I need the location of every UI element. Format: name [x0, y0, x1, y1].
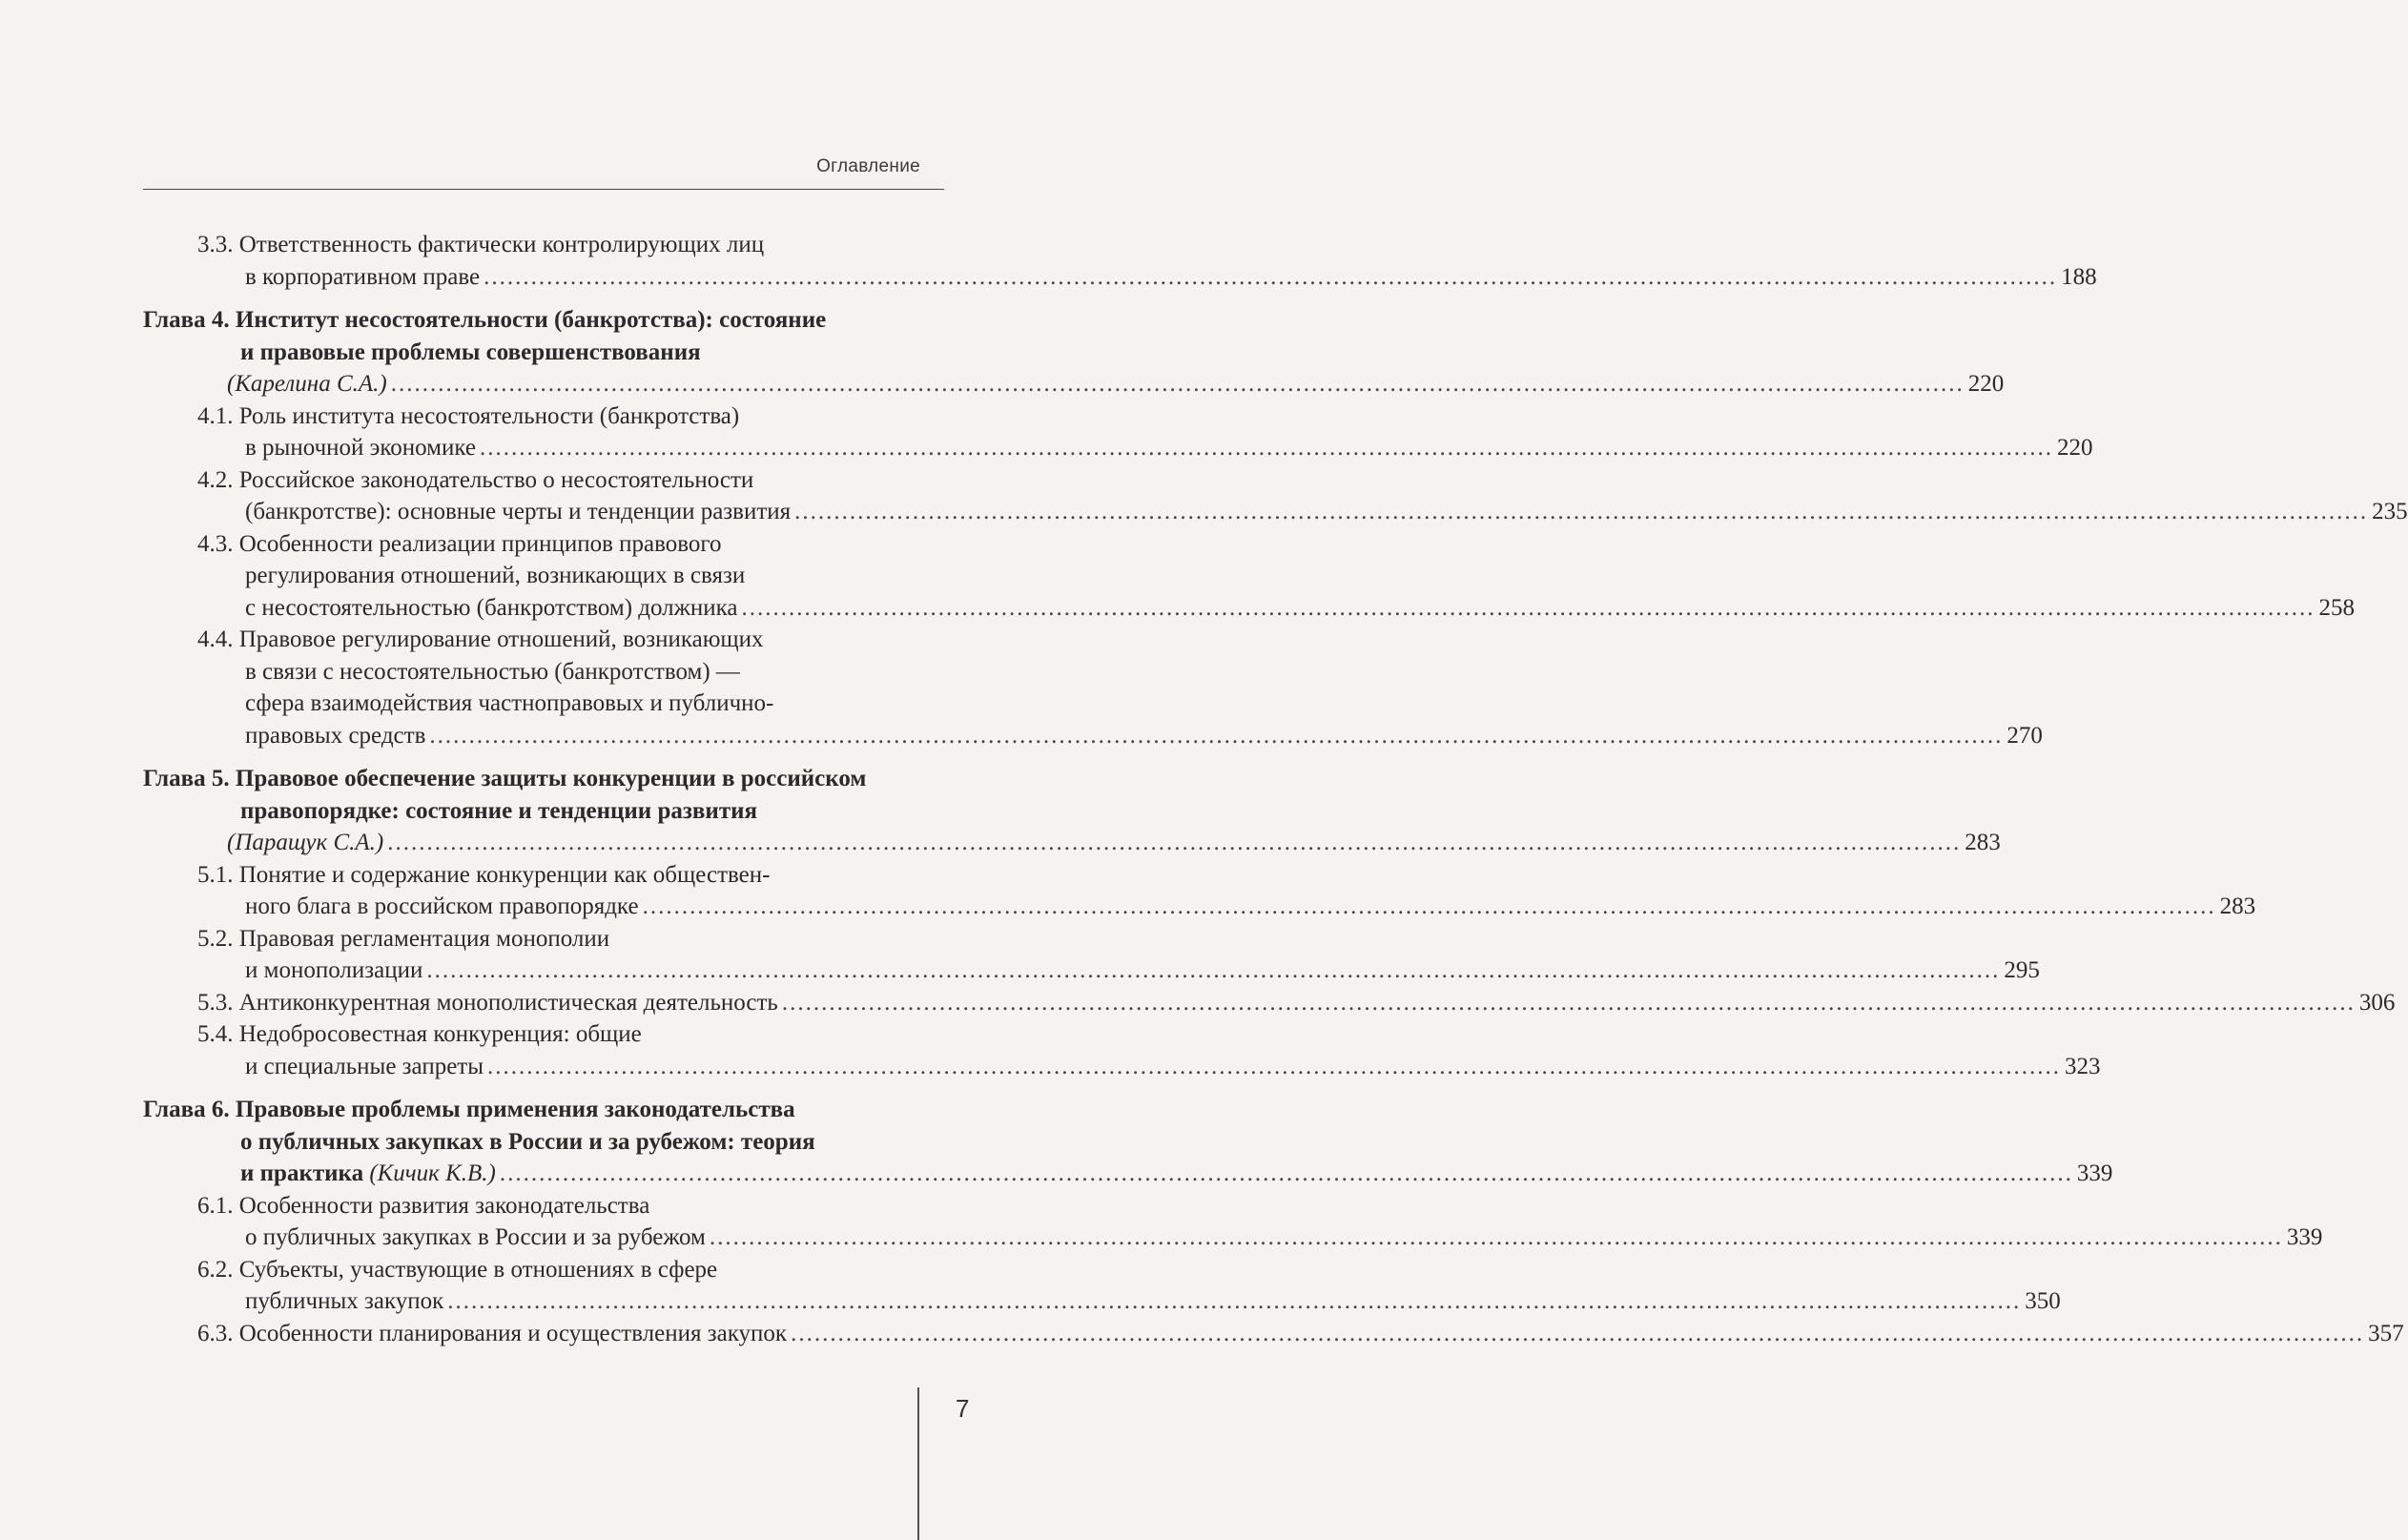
toc-line-text — [245, 720, 425, 752]
toc-chapter-entry[interactable] — [143, 1094, 2113, 1190]
toc-section-entry[interactable] — [143, 923, 2040, 987]
section-title-line: и специальные запреты — [245, 1053, 484, 1079]
section-title-line: правовых средств — [245, 722, 426, 749]
dot-leader: ........................................................................................................................................................................................................ — [429, 722, 2004, 749]
toc-line-text — [245, 261, 480, 294]
section-title-line: в рыночной экономике — [245, 435, 476, 461]
toc-line — [143, 560, 939, 592]
chapter-title-line: и правовые проблемы совершенствования — [240, 339, 701, 365]
section-title-line: Антиконкурентная монополистическая деятельность — [238, 989, 778, 1016]
section-title-line: Субъекты, участвующие в отношениях в сфере — [238, 1256, 718, 1283]
chapter-author: (Карелина С.А.) — [227, 371, 387, 397]
toc-section-entry[interactable] — [143, 229, 2097, 293]
toc-line — [143, 229, 939, 261]
toc-page-number: 258 — [2318, 594, 2356, 621]
toc-section-entry[interactable] — [143, 987, 2396, 1019]
chapter-title-line: Правовое обеспечение защиты конкуренции в российском — [235, 766, 867, 791]
toc-line — [143, 496, 2408, 528]
toc-section-entry[interactable] — [143, 1318, 2404, 1350]
dot-leader: ........................................................................................................................................................................................................ — [487, 1053, 2062, 1079]
dot-leader: ........................................................................................................................................................................................................ — [741, 594, 2315, 621]
dot-leader: ........................................................................................................................................................................................................ — [791, 1320, 2365, 1346]
dot-leader: ........................................................................................................................................................................................................ — [447, 1288, 2022, 1314]
chapter-title-line: Институт несостоятельности (банкротства): состояние — [235, 307, 827, 333]
section-title-line: в корпоративном праве — [245, 263, 481, 290]
section-number: 6.1. — [197, 1192, 234, 1219]
toc-line — [143, 656, 939, 688]
section-title-line: Особенности планирования и осуществления закупок — [238, 1320, 788, 1346]
toc-line — [143, 720, 2043, 752]
toc-section-entry[interactable] — [143, 528, 2356, 625]
section-title-line: ного блага в российском правопорядке — [245, 893, 639, 919]
toc-section-entry[interactable] — [143, 859, 2256, 923]
dot-leader: ........................................................................................................................................................................................................ — [499, 1160, 2073, 1186]
chapter-title-line: правопорядке: состояние и тенденции развития — [240, 797, 758, 824]
toc-line-text — [197, 987, 778, 1019]
section-title-line: Правовая регламентация монополии — [238, 925, 610, 952]
dot-leader: ........................................................................................................................................................................................................ — [794, 499, 2369, 524]
toc-line — [143, 432, 2093, 464]
chapter-author: (Кичик К.В.) — [369, 1160, 496, 1186]
toc-line-text — [245, 1222, 706, 1254]
toc-line — [143, 688, 939, 720]
section-number: 5.3. — [197, 989, 234, 1016]
section-title-line: Российское законодательство о несостоятельности — [238, 466, 754, 493]
toc-page-number: 357 — [2368, 1320, 2404, 1346]
dot-leader: ........................................................................................................................................................................................................ — [390, 371, 1965, 397]
toc-line — [143, 1222, 2323, 1254]
section-number: 3.3. — [197, 232, 234, 257]
toc-line-text — [245, 496, 791, 528]
toc-line — [143, 987, 2396, 1019]
toc-line — [143, 1051, 2101, 1083]
chapter-title-line: Правовые проблемы применения законодательства — [235, 1097, 795, 1122]
toc-line-text — [227, 368, 387, 400]
chapter-author: (Паращук С.А.) — [227, 830, 384, 855]
toc-line — [143, 923, 939, 955]
section-number: 4.4. — [197, 626, 234, 652]
dot-leader: ........................................................................................................................................................................................................ — [642, 893, 2216, 919]
toc-line-text — [245, 891, 639, 923]
toc-page-number: 283 — [1965, 830, 2001, 855]
toc-line-text — [245, 955, 422, 987]
chapter-title-line: о публичных закупках в России и за рубежом: теория — [240, 1128, 815, 1155]
section-title-line: публичных закупок — [245, 1288, 444, 1314]
toc-line — [143, 528, 939, 561]
toc-page-number: 323 — [2065, 1053, 2101, 1079]
table-of-contents — [143, 229, 2408, 1349]
section-title-line: Особенности развития законодательства — [238, 1192, 650, 1219]
running-head: Оглавление — [816, 156, 920, 176]
toc-line — [143, 368, 2005, 400]
section-title-line: в связи с несостоятельностью (банкротством) — — [245, 658, 740, 685]
toc-line — [143, 261, 2097, 294]
toc-line — [143, 337, 939, 369]
toc-section-entry[interactable] — [143, 624, 2043, 751]
chapter-number: Глава 4. — [143, 307, 230, 333]
toc-section-entry[interactable] — [143, 1254, 2061, 1318]
toc-line — [143, 400, 939, 433]
section-title-line: Ответственность фактически контролирующих лиц — [238, 232, 765, 257]
toc-line — [143, 1158, 2113, 1190]
section-title-line: Понятие и содержание конкуренции как обществен- — [238, 861, 771, 888]
toc-chapter-entry[interactable] — [143, 304, 2005, 400]
toc-page-number: 188 — [2061, 263, 2097, 290]
toc-line-text — [240, 1158, 496, 1190]
toc-page-number: 350 — [2025, 1288, 2061, 1314]
toc-page-number: 235 — [2372, 499, 2408, 524]
section-number: 5.2. — [197, 925, 234, 952]
chapter-title-line: и практика — [240, 1160, 364, 1186]
toc-line-text — [197, 1318, 787, 1350]
section-title-line: регулирования отношений, возникающих в связи — [245, 563, 746, 588]
toc-page-number: 220 — [2057, 435, 2093, 461]
toc-line-text — [245, 1285, 443, 1318]
toc-section-entry[interactable] — [143, 1018, 2101, 1082]
toc-line — [143, 1094, 939, 1126]
section-title-line: Роль института несостоятельности (банкротства) — [238, 402, 740, 429]
dot-leader: ........................................................................................................................................................................................................ — [484, 263, 2058, 290]
section-title-line: Недобросовестная конкуренция: общие — [238, 1021, 642, 1047]
toc-line — [143, 763, 939, 795]
toc-line — [143, 624, 939, 656]
toc-page-number: 339 — [2076, 1160, 2113, 1186]
toc-page-number: 283 — [2219, 893, 2256, 919]
section-title-line: о публичных закупках в России и за рубежом — [245, 1224, 706, 1250]
section-title-line: с несостоятельностью (банкротством) должника — [245, 594, 738, 621]
section-title-line: Особенности реализации принципов правового — [238, 530, 722, 557]
page-number: 7 — [956, 1394, 970, 1423]
dot-leader: ........................................................................................................................................................................................................ — [781, 989, 2356, 1016]
section-number: 5.1. — [197, 861, 234, 888]
toc-line — [143, 795, 939, 828]
dot-leader: ........................................................................................................................................................................................................ — [387, 830, 1962, 855]
toc-line — [143, 592, 2356, 625]
toc-section-entry[interactable] — [143, 400, 2093, 464]
toc-line — [143, 464, 939, 497]
section-number: 6.3. — [197, 1320, 234, 1346]
section-title-line: Правовое регулирование отношений, возникающих — [238, 626, 764, 652]
toc-line — [143, 1018, 939, 1051]
chapter-number: Глава 6. — [143, 1097, 230, 1122]
dot-leader: ........................................................................................................................................................................................................ — [480, 435, 2053, 461]
toc-line — [143, 1285, 2061, 1318]
toc-section-entry[interactable] — [143, 1190, 2323, 1254]
toc-line — [143, 1126, 939, 1159]
section-number: 6.2. — [197, 1256, 234, 1283]
toc-line-text — [227, 827, 383, 859]
toc-line — [143, 1254, 939, 1286]
chapter-number: Глава 5. — [143, 766, 230, 791]
section-number: 4.3. — [197, 530, 234, 557]
dot-leader: ........................................................................................................................................................................................................ — [709, 1224, 2283, 1250]
toc-page-number: 295 — [2004, 957, 2040, 983]
section-title-line: (банкротстве): основные черты и тенденции развития — [245, 499, 792, 524]
toc-line — [143, 859, 939, 892]
toc-page-number: 270 — [2007, 722, 2043, 749]
toc-page-number: 339 — [2286, 1224, 2323, 1250]
toc-line — [143, 1190, 939, 1222]
toc-line — [143, 1318, 2404, 1350]
dot-leader: ........................................................................................................................................................................................................ — [426, 957, 2001, 983]
toc-chapter-entry[interactable] — [143, 763, 2001, 859]
section-number: 4.1. — [197, 402, 234, 429]
toc-section-entry[interactable] — [143, 464, 2408, 528]
header-rule — [143, 189, 944, 190]
toc-line — [143, 955, 2040, 987]
section-title-line: и монополизации — [245, 957, 423, 983]
toc-page-number: 220 — [1967, 371, 2005, 397]
toc-line-text — [245, 1051, 484, 1083]
toc-line-text — [245, 592, 738, 625]
section-number: 5.4. — [197, 1021, 234, 1047]
section-title-line: сфера взаимодействия частноправовых и публично- — [245, 690, 774, 716]
toc-line — [143, 891, 2256, 923]
toc-line — [143, 827, 2001, 859]
toc-line-text — [245, 432, 476, 464]
toc-line — [143, 304, 939, 337]
section-number: 4.2. — [197, 466, 234, 493]
toc-page-number: 306 — [2358, 989, 2396, 1016]
folio-rule — [917, 1387, 919, 1540]
